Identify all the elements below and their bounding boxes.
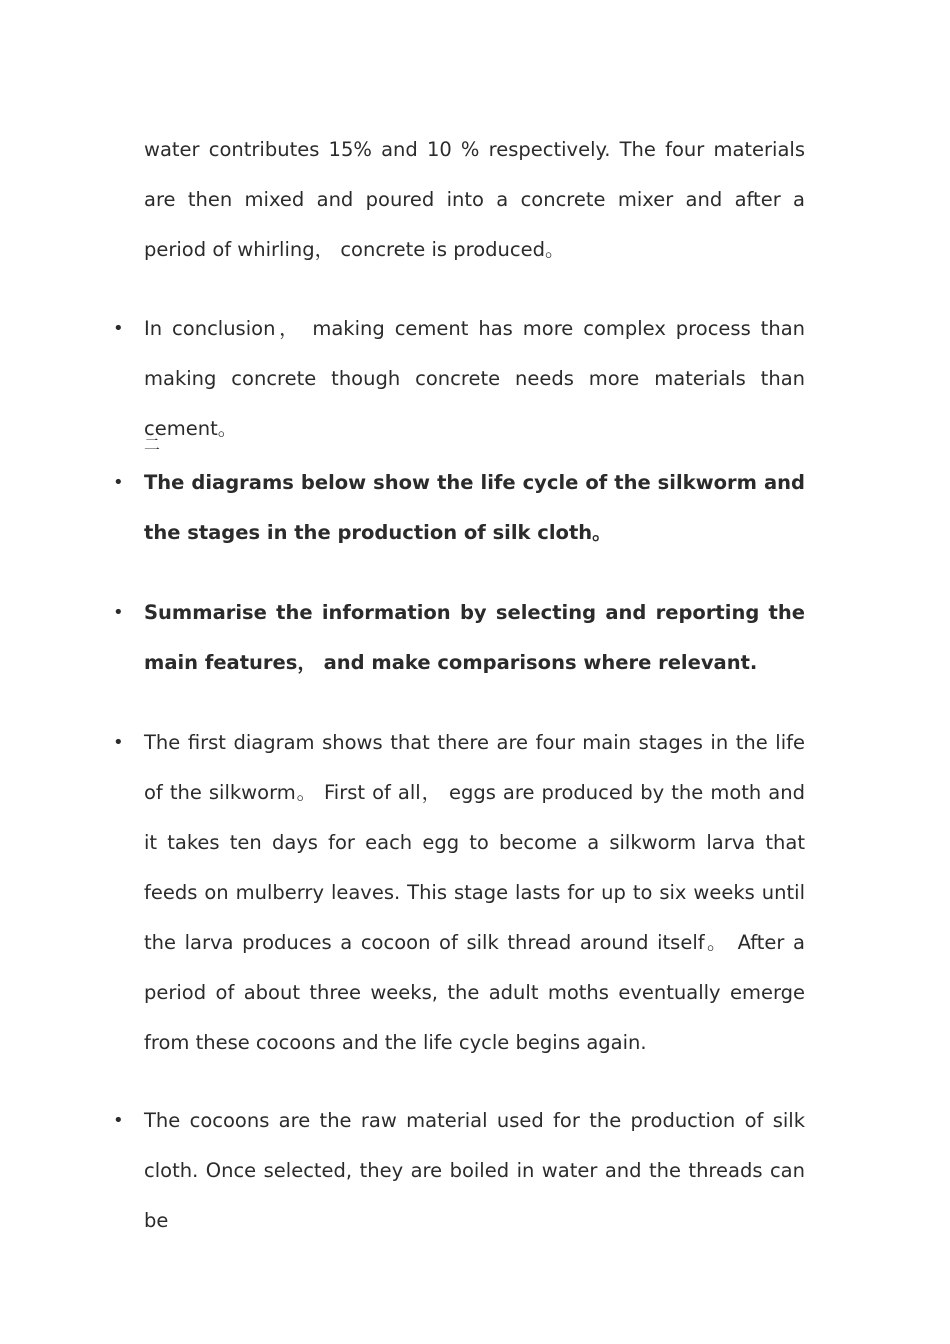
- paragraph-conclusion: In conclusion， making cement has more complex process than making concrete though concrete needs more materials than cement。: [144, 317, 805, 440]
- bullet-marker: •: [113, 1110, 124, 1131]
- paragraph-life-cycle: The first diagram shows that there are four main stages in the life of the silkworm。 First of all， eggs are produced by the moth and it takes ten days for each egg to become a silkworm larva that feeds on mulberry leaves. This stage lasts for up to six weeks until the larva produces a cocoon of silk thread around itself。 After a period of about three weeks, the adult moths eventually emerge from these cocoons and the life cycle begins again.: [144, 731, 805, 1054]
- task-instruction: Summarise the information by selecting and reporting the main features， and make comparisons where relevant.: [144, 601, 805, 674]
- paragraph-concrete-continuation: water contributes 15% and 10 % respectively. The four materials are then mixed and poured into a concrete mixer and after a period of whirling， concrete is produced。: [144, 138, 805, 261]
- task-prompt: The diagrams below show the life cycle of the silkworm and the stages in the production of silk cloth。: [144, 471, 805, 544]
- bullet-marker: •: [113, 318, 124, 339]
- bullet-marker: •: [113, 732, 124, 753]
- bullet-marker: •: [113, 602, 124, 623]
- section-marker: 二: [144, 435, 161, 454]
- bullet-marker: •: [113, 472, 124, 493]
- paragraph-cocoons: The cocoons are the raw material used for the production of silk cloth. Once selected, they are boiled in water and the threads can be: [144, 1109, 805, 1232]
